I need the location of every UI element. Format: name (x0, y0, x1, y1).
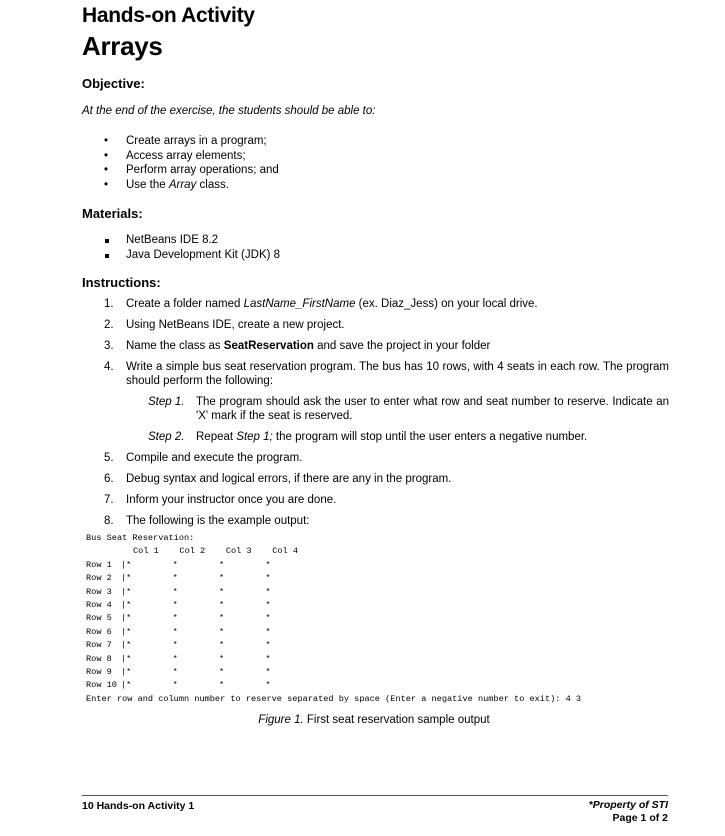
list-item: • Perform array operations; and (104, 164, 279, 176)
footer-right (589, 799, 668, 825)
objective-heading: Objective: (82, 76, 145, 91)
page-number: Page 1 of 2 (612, 812, 668, 824)
table-row: Row 8 |* * * * (86, 653, 271, 664)
footer-divider (82, 795, 668, 796)
instruction-item: 3. Name the class as SeatReservation and save the project in your folder (104, 340, 491, 352)
bullet-icon: • (104, 178, 109, 191)
objective-intro: At the end of the exercise, the students should be able to: (82, 105, 376, 117)
table-row: Row 9 |* * * * (86, 667, 271, 678)
activity-title: Hands-on Activity (82, 4, 255, 27)
table-row: Row 2 |* * * * (86, 573, 271, 584)
instruction-item: 2. Using NetBeans IDE, create a new project. (104, 319, 345, 331)
figure-caption: Figure 1. First seat reservation sample output (258, 714, 490, 726)
input-prompt: Enter row and column number to reserve separated by space (Enter a negative number to exit): 4 3 (86, 693, 582, 704)
square-bullet-icon (105, 254, 109, 258)
step-item: Step 1. The program should ask the user to enter what row and seat number to reserve. Indicate an 'X' mark if the seat is reserved. (148, 396, 669, 422)
footer-left: 10 Hands-on Activity 1 (82, 800, 195, 812)
instruction-item: 4. Write a simple bus seat reservation program. The bus has 10 rows, with 4 seats in each row. The program should perform the following: (104, 361, 669, 387)
table-row: Row 4 |* * * * (86, 600, 271, 611)
output-title: Bus Seat Reservation: (86, 533, 195, 543)
list-item: NetBeans IDE 8.2 (104, 233, 280, 248)
instruction-item: 1. Create a folder named LastName_FirstName (ex. Diaz_Jess) on your local drive. (104, 298, 538, 310)
square-bullet-icon (105, 239, 109, 243)
instruction-item: 5. Compile and execute the program. (104, 452, 303, 464)
bullet-icon: • (104, 135, 109, 147)
step-item: Step 2. Repeat Step 1; the program will stop until the user enters a negative number. (148, 431, 588, 443)
table-row: Row 5 |* * * * (86, 613, 271, 624)
materials-heading: Materials: (82, 206, 143, 221)
list-item: • Use the Array class. (104, 178, 229, 191)
table-row: Row 3 |* * * * (86, 586, 271, 597)
page-title: Arrays (82, 31, 163, 61)
sample-output (86, 532, 581, 706)
bullet-icon: • (104, 164, 109, 176)
table-row: Row 10 |* * * * (86, 680, 271, 691)
list-item: • Access array elements; (104, 149, 246, 162)
table-row: Row 1 |* * * * (86, 559, 271, 570)
bullet-icon: • (104, 149, 109, 162)
list-item: • Create arrays in a program; (104, 135, 267, 147)
table-row: Row 7 |* * * * (86, 640, 271, 651)
table-row: Row 6 |* * * * (86, 626, 271, 637)
instructions-heading: Instructions: (82, 275, 161, 290)
materials-list (104, 233, 280, 262)
list-item: Java Development Kit (JDK) 8 (104, 248, 280, 263)
column-header: Col 1 Col 2 Col 3 Col 4 (133, 546, 299, 557)
instruction-item: 7. Inform your instructor once you are done. (104, 494, 337, 506)
objective-list (104, 134, 279, 192)
seat-grid (86, 559, 581, 693)
instruction-item: 6. Debug syntax and logical errors, if there are any in the program. (104, 473, 452, 485)
footer-property: *Property of STI (588, 799, 668, 811)
instruction-item: 8. The following is the example output: (104, 515, 310, 527)
